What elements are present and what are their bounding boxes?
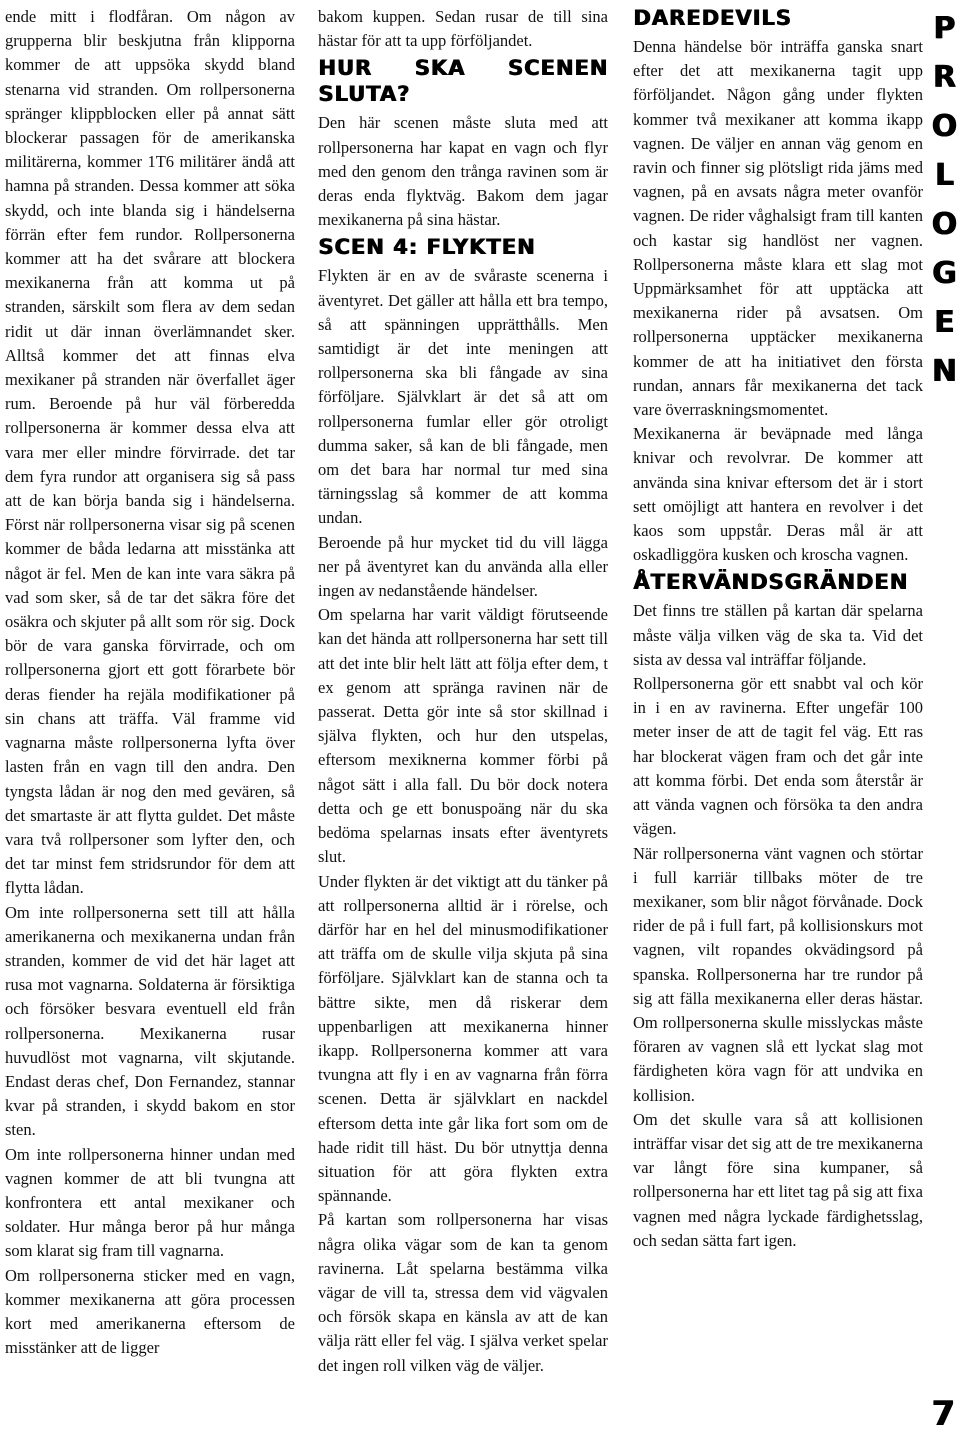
- paragraph: Om spelarna har varit väldigt förutseende kan det hända att rollpersonerna har sett till att det inte blir helt lätt att följa efter dem, t ex genom att spränga ravinen när de passerat. Detta gör inte så stor skillnad i själva flykten, och hur den utspelas, eftersom mexiknerna kommer förbi på något sätt i alla fall. Du bör dock notera detta och ge ett bonuspoäng när du ska bedöma spelarnas insats efter äventyrets slut.: [318, 605, 608, 867]
- chapter-title-letter: L: [934, 158, 954, 193]
- text-column-1: [5, 5, 295, 1360]
- chapter-title-letter: O: [931, 207, 957, 242]
- text-column-2: [318, 5, 608, 1378]
- paragraph: Den här scenen måste sluta med att rollpersonerna har kapat en vagn och flyr med den genom den trånga ravinen som är deras enda flyktväg. Bakom dem jagar mexikanerna på sina hästar.: [318, 113, 608, 230]
- paragraph: Det finns tre ställen på kartan där spelarna måste välja vilken väg de ska ta. Vid det sista av dessa val inträffar följande.: [633, 601, 923, 669]
- page-number: 7: [931, 1394, 955, 1434]
- paragraph: Om inte rollpersonerna sett till att hålla amerikanerna och mexikanerna undan från stranden, kommer de vid det här laget att rusa mot vagnarna. Soldaterna är försiktiga och försöker besvara eventuell eld från rollpersonerna. Mexikanerna rusar huvudlöst mot vagnarna, vilt skjutande. Endast deras chef, Don Fernandez, stannar kvar på stranden, i skydd bakom en stor sten.: [5, 902, 295, 1140]
- paragraph: När rollpersonerna vänt vagnen och störtar i full karriär tillbaks möter de tre mexikaner, som blir något förvånade. Dock rider de på i full fart, på kollisionskurs mot vagnen, vilt ropandes okvädingsord på spanska. Rollpersonerna har tre rundor på sig att fälla mexikanerna eller deras hästar. Om rollpersonerna skulle misslyckas måste föraren av vagnen slå ett lyckat slag mot färdigheten köra vagn för att undvika en kollision.: [633, 843, 923, 1105]
- chapter-title-letter: N: [931, 354, 957, 389]
- section-heading-hur-ska-scenen-sluta: HUR SKA SCENEN SLUTA?: [318, 56, 608, 107]
- section-heading-atervandsgranden: ÅTERVÄNDSGRÄNDEN: [633, 570, 908, 595]
- chapter-title-letter: G: [931, 256, 957, 291]
- paragraph: På kartan som rollpersonerna har visas några olika vägar som de kan ta genom ravinerna. Låt spelarna bestämma vilka vägar de vill ta, stressa dem vid vägvalen och försök skapa en känsla av att de kan välja rätt eller fel väg. I själva verket spelar det ingen roll vilken väg de väljer.: [318, 1210, 608, 1375]
- paragraph: Denna händelse bör inträffa ganska snart efter det att mexikanerna tagit upp förföljandet. Någon gång under flykten kommer två mexikaner att komma ikapp vagnen. De väljer en annan väg genom en ravin och finner sig plötsligt rida jäms med vagnen, på en avsats några meter ovanför vagnen. De rider våghalsigt fram till kanten och kastar sig handlöst ner vagnen. Rollpersonerna måste klara ett slag mot Uppmärksamhet för att upptäcka att mexikanerna rider på avsatsen. Om rollpersonerna upptäcker mexikanerna kommer de att ha initiativet den första rundan, annars får mexikanerna det tack vare överraskningsmomentet.: [633, 37, 923, 420]
- paragraph: Om rollpersonerna sticker med en vagn, kommer mexikanerna att göra processen kort med amerikanerna eftersom de misstänker att de ligger: [5, 1265, 295, 1358]
- section-heading-scen-4-flykten: SCEN 4: FLYKTEN: [318, 235, 536, 260]
- paragraph: ende mitt i flodfåran. Om någon av grupperna blir beskjutna från klipporna kommer de att uppsöka skydd bland stenarna vid stranden. Om rollpersonerna spränger klippblocken eller på annat sätt blockerar passagen för de amerikanska militärerna, kommer 1T6 militärer ändå att hamna på stranden. Dessa kommer att söka skydd, och inte blanda sig i händelserna förrän efter fem rundor. Rollpersonerna kommer att ha det svårare att blockera mexikanerna från att komma ut på stranden, särskilt som flera av dem sedan ridit ut där innan överlämnandet sker. Alltså kommer det att finnas elva mexikaner på stranden när överfallet äger rum. Beroende på hur väl förberedda rollpersonerna är kommer dessa elva att vara mer eller mindre förvirrade. det tar dem fyra rundor att organisera sig så pass att de kan börja banda sig i händelserna. Först när rollpersonerna visar sig på scenen kommer de båda ledarna att misstänka att något är fel. Men de kan inte vara säkra på vad som sker, så de tar det säkra före det osäkra och skjuter på allt som rör sig. Dock bör de vara ganska förvirrade, och om rollpersonerna gjort ett gott förarbete bör deras fiender ha rejäla modifikationer på sin chans att träffa. Väl framme vid vagnarna måste rollpersonerna lyfta över lasten från en vagn till den andra. Den tyngsta lådan är nog den med gevären, så det smartaste är att flytta guldet. Det måste vara två rollpersoner som lyfter den, och det tar minst fem stridsrundor för dem att flytta lådan.: [5, 7, 295, 898]
- section-heading-daredevils: DAREDEVILS: [633, 6, 792, 30]
- chapter-title-letter: R: [932, 60, 956, 95]
- paragraph: Beroende på hur mycket tid du vill lägga ner på äventyret kan du använda alla eller ingen av nedanstående händelser.: [318, 532, 608, 601]
- paragraph: Under flykten är det viktigt att du tänker på att rollpersonerna alltid är i rörelse, och därför har en hel del minusmodifikationer att träffa om de skulle vilja skjuta på sina förföljare. Självklart kan de stanna och ta bättre sikte, men då riskerar dem uppenbarligen att mexikanerna hinner ikapp. Rollpersonerna kommer att vara tvungna att fly i en av vagnarna från förra scenen. Detta är självklart en nackdel eftersom detta inte går lika fort som om de hade ridit till häst. Du bör utnyttja denna situation för att göra flykten extra spännande.: [318, 871, 608, 1206]
- paragraph: Om inte rollpersonerna hinner undan med vagnen kommer de att bli tvungna att konfrontera ett antal mexikaner och soldater. Hur många beror på hur många som klarat sig fram till vagnarna.: [5, 1144, 295, 1261]
- chapter-title-vertical: [930, 4, 958, 396]
- paragraph: Rollpersonerna gör ett snabbt val och kör in i en av ravinerna. Efter ungefär 100 meter inser de att de tagit fel väg. Ett ras har blockerat vägen fram och det går inte att komma förbi. Det enda som återstår är att vända vagnen och försöka ta den andra vägen.: [633, 674, 923, 839]
- paragraph: Mexikanerna är beväpnade med långa knivar och revolvrar. De kommer att använda sina knivar eftersom det är i stort sett omöjligt att hantera en revolver i det kaos som uppstår. Deras mål är att oskadliggöra kusken och kroscha vagnen.: [633, 424, 923, 565]
- text-column-3: [633, 5, 923, 1253]
- paragraph: bakom kuppen. Sedan rusar de till sina hästar för att ta upp förföljandet.: [318, 7, 608, 51]
- chapter-title-letter: O: [931, 109, 957, 144]
- paragraph: Flykten är en av de svåraste scenerna i äventyret. Det gäller att hålla ett bra tempo, så att spänningen upprätthålls. Men samtidigt är det inte meningen att rollpersonerna ska bli fångade av sina förföljare. Självklart är det så att om rollpersonerna fumlar eller gör otroligt dumma saker, så kan de bli fångade, men om det bara har normal tur med sina tärningsslag så kommer de att komma undan.: [318, 266, 608, 528]
- chapter-title-letter: P: [933, 11, 955, 46]
- paragraph: Om det skulle vara så att kollisionen inträffar visar det sig att de tre mexikanerna var långt före sina kumpaner, så rollpersonerna har ett litet tag på sig att fixa vagnen med några lyckade färdighetsslag, och sedan sätta fart igen.: [633, 1109, 923, 1250]
- chapter-title-letter: E: [933, 305, 955, 340]
